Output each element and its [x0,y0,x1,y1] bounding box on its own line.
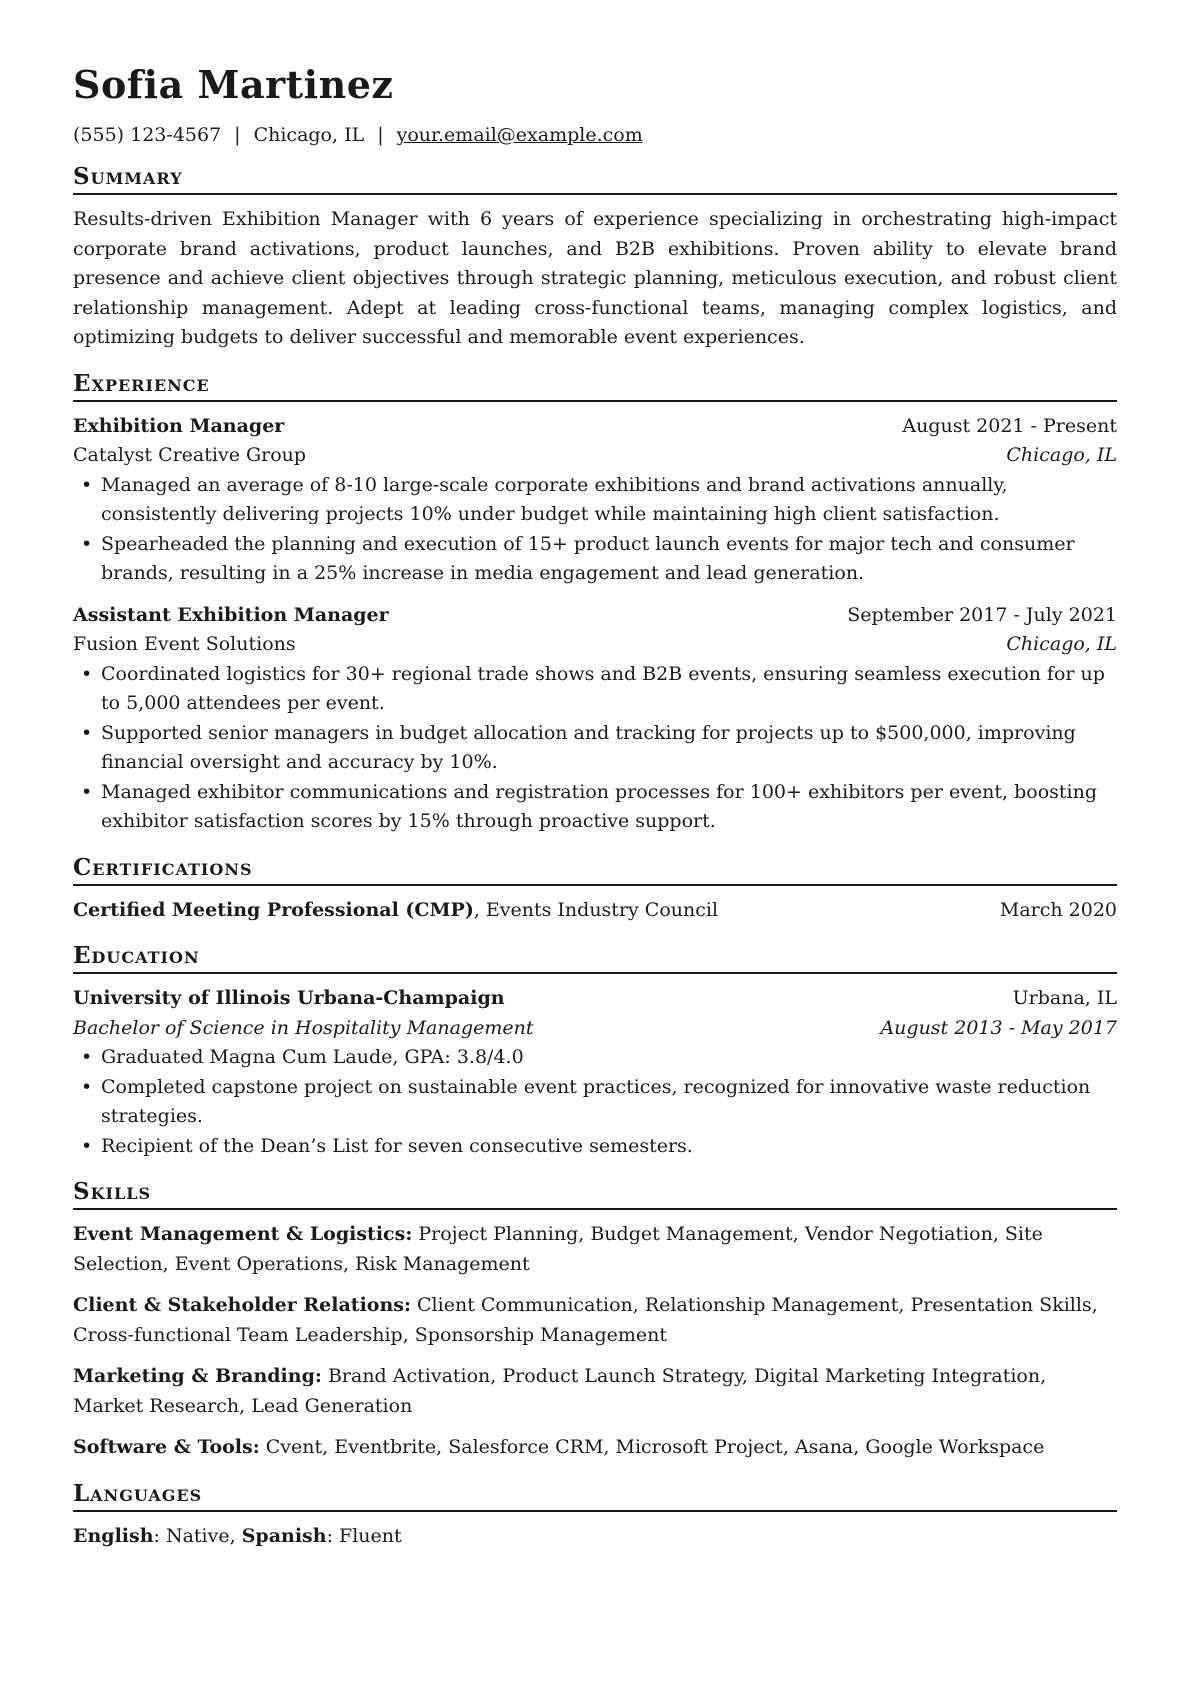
job-dates: September 2017 - July 2021 [847,603,1117,626]
education-header [73,984,1117,1014]
email-link[interactable]: your.email@example.com [396,124,643,146]
job-entry [73,601,1117,837]
certification-date: March 2020 [999,898,1117,921]
skill-group-label: Client & Stakeholder Relations: [73,1294,411,1316]
job-dates: August 2021 - Present [902,414,1117,437]
section-title-skills: Skills [73,1177,1117,1210]
certification-entry [73,896,1117,926]
job-role: Exhibition Manager [73,414,285,437]
bullet-item: • Recipient of the Dean’s List for seven consecutive semesters. [73,1132,1117,1162]
job-subheader [73,630,1117,660]
languages-section [73,1479,1117,1552]
job-bullets [73,471,1117,589]
skill-group-items: Cvent, Eventbrite, Salesforce CRM, Microsoft Project, Asana, Google Workspace [259,1436,1045,1458]
job-company: Fusion Event Solutions [73,633,296,655]
experience-section [73,369,1117,837]
education-bullets [73,1043,1117,1161]
certification-name: Certified Meeting Professional (CMP) [73,898,474,921]
skill-group [73,1362,1117,1421]
job-company: Catalyst Creative Group [73,444,307,466]
contact-separator: | [234,124,241,146]
school-location: Urbana, IL [1012,987,1117,1009]
candidate-name: Sofia Martinez [73,62,394,107]
bullet-item: • Coordinated logistics for 30+ regional trade shows and B2B events, ensuring seamless execution for up to 5,000 attendees per event. [73,660,1117,719]
education-dates: August 2013 - May 2017 [880,1016,1117,1039]
certification-issuer: , Events Industry Council [473,898,719,921]
school-name: University of Illinois Urbana-Champaign [73,987,505,1009]
bullet-item: • Completed capstone project on sustainable event practices, recognized for innovative waste reduction strategies. [73,1073,1117,1132]
skill-group-label: Event Management & Logistics: [73,1223,413,1245]
job-entry [73,412,1117,589]
skill-group-label: Marketing & Branding: [73,1365,322,1387]
section-title-languages: Languages [73,1479,1117,1512]
job-role: Assistant Exhibition Manager [73,603,389,626]
skill-group-items: Project Planning, Budget Management, Vendor Negotiation, Site Selection, Event Operations, Risk Management [73,1223,1043,1275]
certifications-section [73,853,1117,926]
skill-group-label: Software & Tools: [73,1436,260,1458]
degree: Bachelor of Science in Hospitality Management [73,1016,534,1039]
summary-section [73,162,1117,353]
bullet-item: • Supported senior managers in budget allocation and tracking for projects up to $500,000, improving financial oversight and accuracy by 10%. [73,719,1117,778]
certification-text [73,896,718,926]
bullet-item: • Graduated Magna Cum Laude, GPA: 3.8/4.0 [73,1043,1117,1073]
education-subheader [73,1014,1117,1044]
skill-group-items: Brand Activation, Product Launch Strategy, Digital Marketing Integration, Market Research, Lead Generation [73,1365,1047,1417]
languages-line [73,1522,1117,1552]
language-level: : Fluent [326,1524,402,1547]
education-section [73,941,1117,1161]
skill-group [73,1433,1117,1463]
language-name: Spanish [241,1524,327,1547]
summary-text: Results-driven Exhibition Manager with 6 years of experience specializing in orchestrating high-impact corporate brand activations, product launches, and B2B exhibitions. Proven ability to elevate brand presence and achieve client objectives through strategic planning, meticulous execution, and robust client relationship management. Adept at leading cross-functional teams, managing complex logistics, and optimizing budgets to deliver successful and memorable event experiences. [73,208,1117,348]
job-location: Chicago, IL [1006,633,1117,655]
skill-group-items: Client Communication, Relationship Management, Presentation Skills, Cross-functional Team Leadership, Sponsorship Management [73,1294,1098,1346]
language-level: : Native, [153,1524,242,1547]
job-subheader [73,441,1117,471]
contact-line [73,122,1117,148]
section-title-education: Education [73,941,1117,974]
contact-separator: | [377,124,384,146]
section-title-summary: Summary [73,162,1117,195]
job-bullets [73,660,1117,837]
job-header [73,412,1117,442]
phone-number: (555) 123-4567 [73,124,222,146]
skill-group [73,1291,1117,1350]
location: Chicago, IL [253,124,365,146]
bullet-item: • Managed an average of 8-10 large-scale corporate exhibitions and brand activations annually, consistently delivering projects 10% under budget while maintaining high client satisfaction. [73,471,1117,530]
skills-section [73,1177,1117,1463]
section-title-experience: Experience [73,369,1117,402]
bullet-item: • Managed exhibitor communications and registration processes for 100+ exhibitors per event, boosting exhibitor satisfaction scores by 15% through proactive support. [73,778,1117,837]
job-location: Chicago, IL [1006,444,1117,466]
skill-group [73,1220,1117,1279]
section-title-certifications: Certifications [73,853,1117,886]
job-header [73,601,1117,631]
bullet-item: • Spearheaded the planning and execution of 15+ product launch events for major tech and consumer brands, resulting in a 25% increase in media engagement and lead generation. [73,530,1117,589]
language-name: English [73,1524,154,1547]
